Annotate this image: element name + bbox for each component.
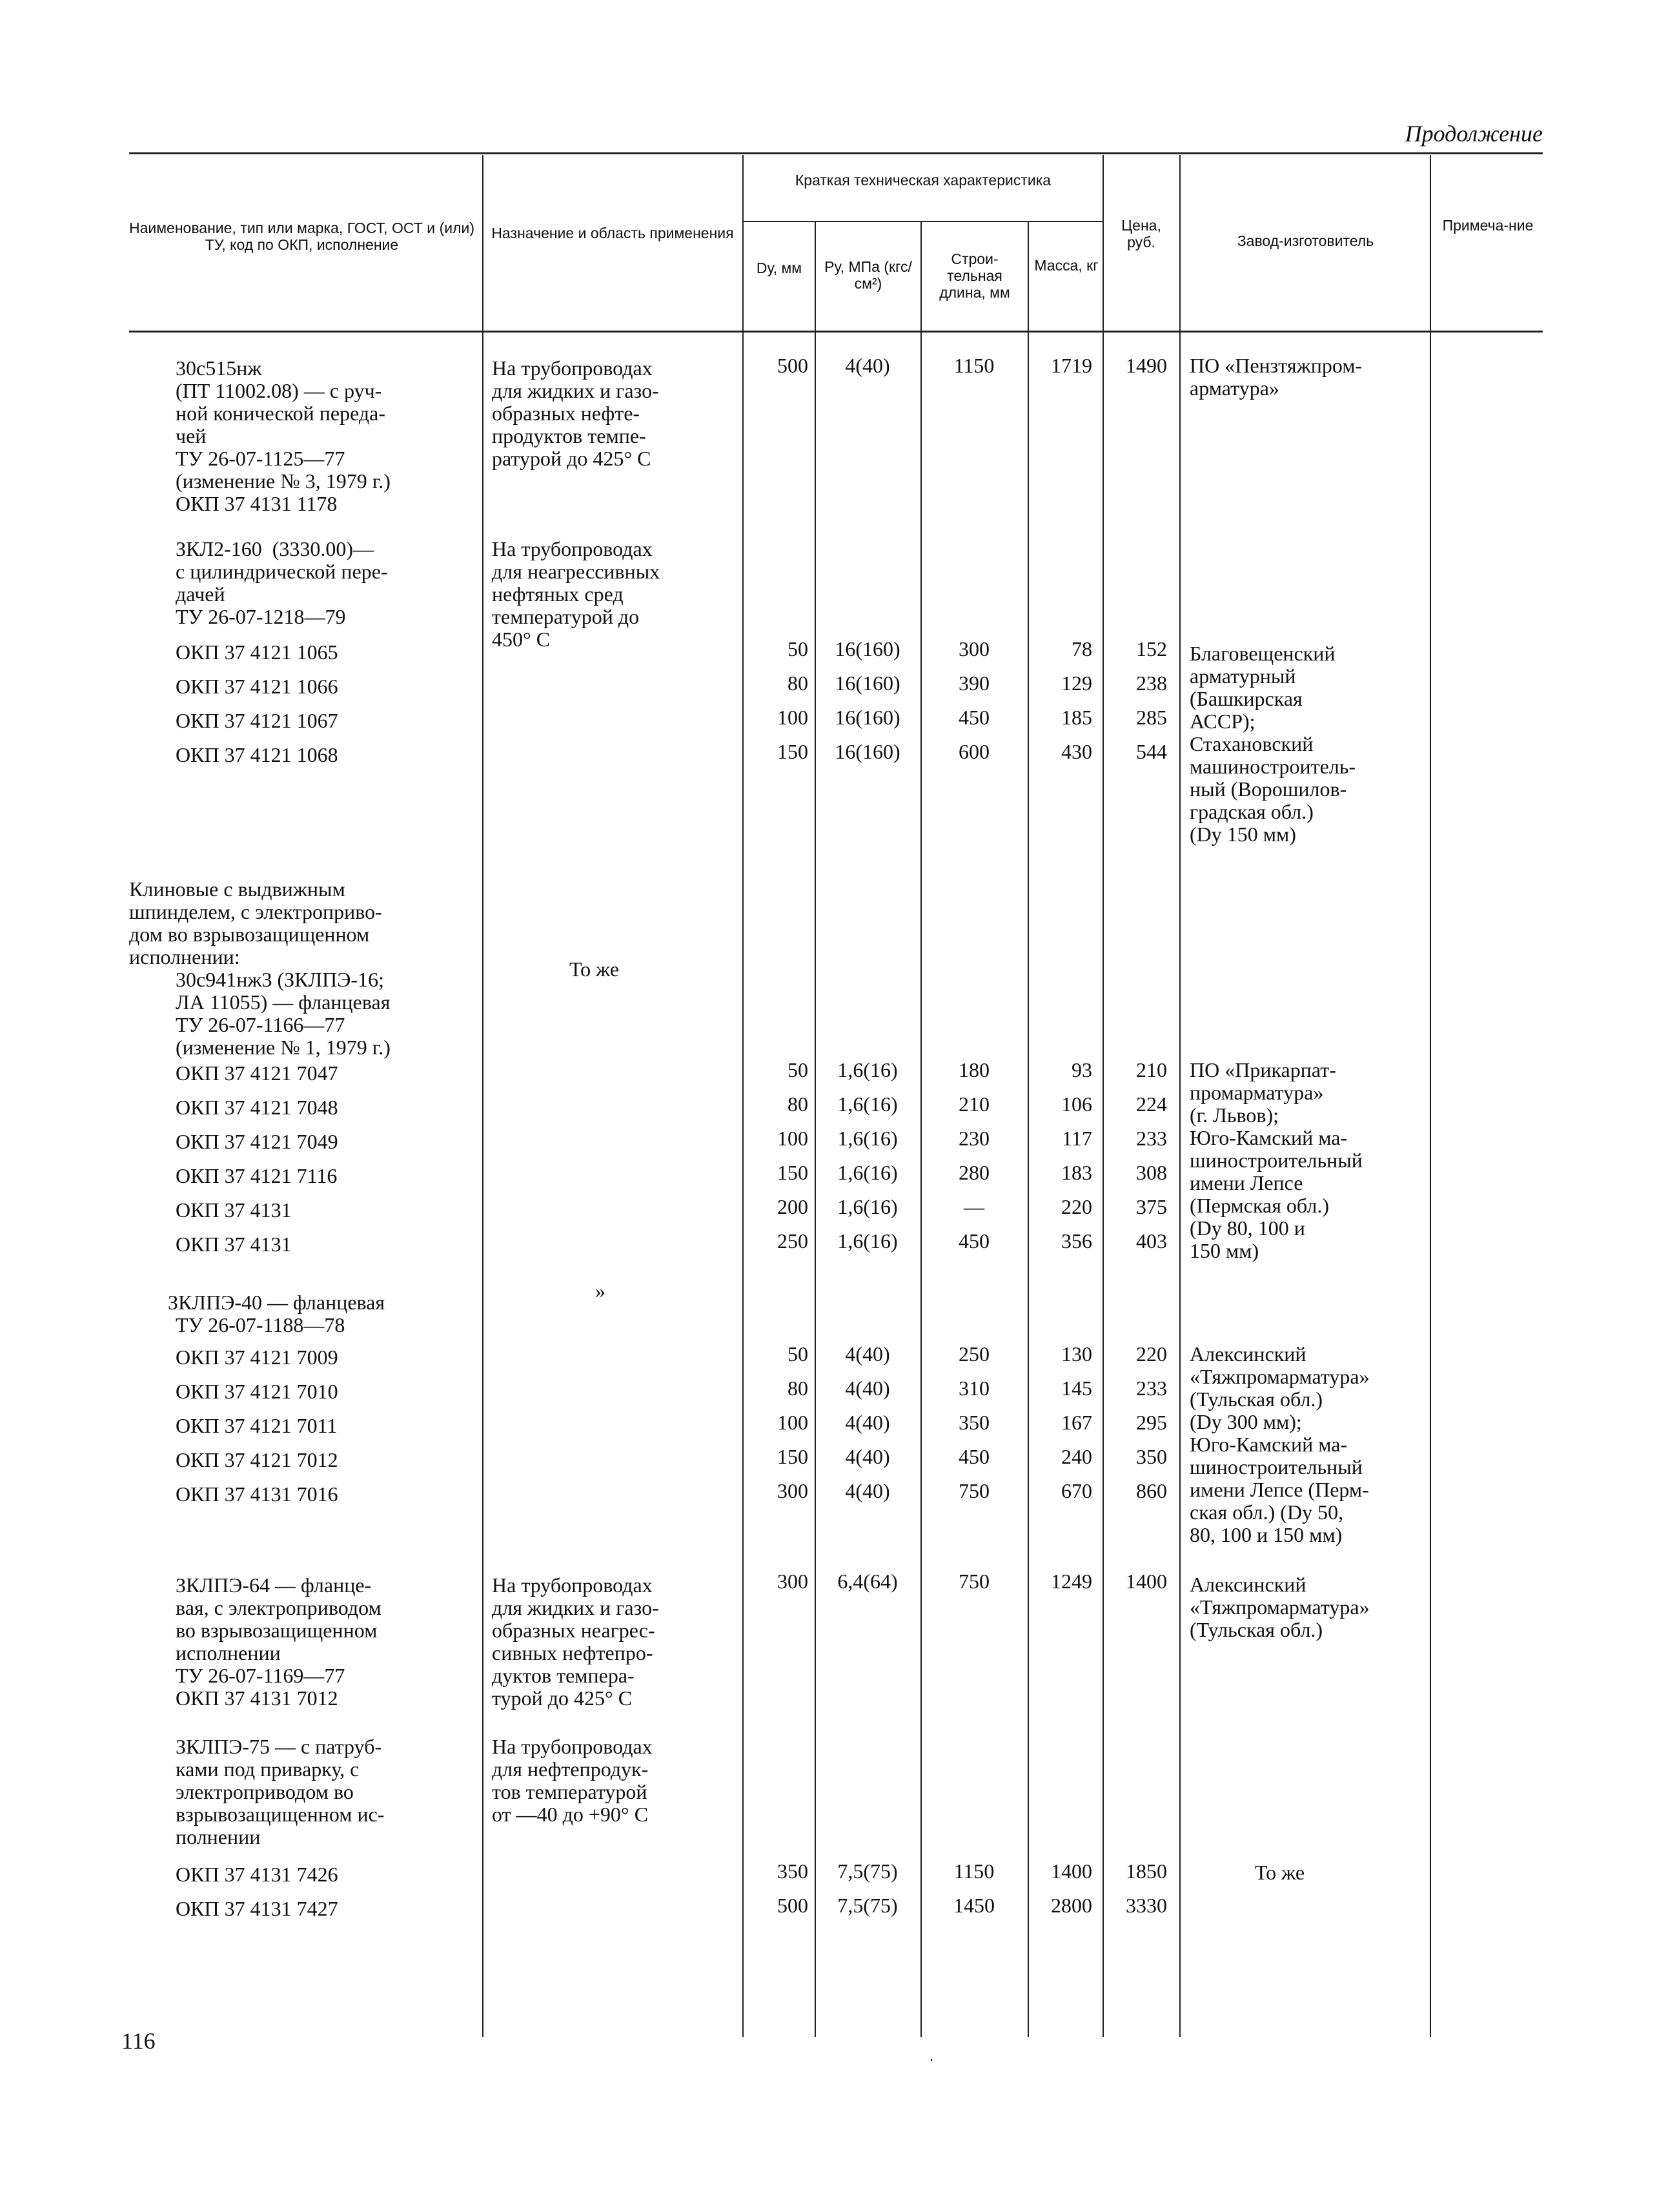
py-cell: 1,6(16) xyxy=(837,1229,898,1253)
name-line: ЗКЛПЭ-75 — с патруб- xyxy=(176,1735,382,1758)
column-divider xyxy=(1028,221,1029,2037)
py-cell: 4(40) xyxy=(845,1445,890,1468)
name-line: ОКП 37 4121 7116 xyxy=(176,1164,338,1187)
header-purpose: Назначение и область применения xyxy=(491,225,734,241)
name-line: ОКП 37 4131 xyxy=(176,1233,292,1256)
maker-line: (Пермская обл.) xyxy=(1190,1194,1330,1217)
dy-cell: 80 xyxy=(788,1092,808,1116)
py-cell: 4(40) xyxy=(845,1479,890,1502)
name-line: ОКП 37 4121 1067 xyxy=(176,709,338,732)
header-mass: Масса, кг xyxy=(1034,257,1099,274)
mass-cell: 183 xyxy=(1061,1161,1092,1184)
maker-line: ный (Ворошилов- xyxy=(1190,777,1347,801)
py-cell: 4(40) xyxy=(845,1377,890,1400)
maker-line: 80, 100 и 150 мм) xyxy=(1190,1523,1343,1546)
price-cell: 233 xyxy=(1136,1377,1167,1400)
name-line: ОКП 37 4121 1066 xyxy=(176,675,338,698)
name-line: ТУ 26-07-1188—78 xyxy=(176,1313,345,1336)
mass-cell: 356 xyxy=(1061,1229,1092,1253)
maker-line: (Dу 150 мм) xyxy=(1190,823,1296,846)
purpose-line: тов температурой xyxy=(492,1780,647,1803)
name-line: чей xyxy=(176,424,207,447)
purpose-line: турой до 425° С xyxy=(492,1686,633,1710)
name-line: ОКП 37 4131 7427 xyxy=(176,1897,338,1920)
length-cell: 1150 xyxy=(953,354,995,377)
header-name: Наименование, тип или марка, ГОСТ, ОСТ и (или) ТУ, код по ОКП, исполнение xyxy=(129,220,474,253)
maker-line: промарматура» xyxy=(1190,1081,1324,1104)
py-cell: 1,6(16) xyxy=(837,1195,898,1218)
purpose-line: для жидких и газо- xyxy=(492,379,659,402)
length-cell: 310 xyxy=(959,1377,990,1400)
name-line: ЗКЛПЭ-40 — фланцевая xyxy=(168,1291,385,1314)
purpose-line: для жидких и газо- xyxy=(492,1596,659,1619)
column-divider xyxy=(742,155,744,2037)
maker-line: градская обл.) xyxy=(1190,800,1314,823)
py-cell: 16(160) xyxy=(835,740,900,763)
name-line: ЛА 11055) — фланцевая xyxy=(176,990,391,1014)
header-note: Примеча-ние xyxy=(1442,217,1534,234)
dy-cell: 150 xyxy=(777,740,808,763)
length-cell: — xyxy=(964,1195,984,1218)
name-line: 30с515нж xyxy=(176,356,262,380)
name-line: полнении xyxy=(176,1825,261,1848)
py-cell: 4(40) xyxy=(845,1411,890,1434)
mass-cell: 78 xyxy=(1072,637,1092,661)
header-dy: Dу, мм xyxy=(756,260,802,276)
continuation-label: Продолжение xyxy=(1405,121,1543,147)
maker-line: шиностроительный xyxy=(1190,1455,1363,1479)
name-line: ОКП 37 4131 7426 xyxy=(176,1863,338,1886)
maker-line: Стахановский xyxy=(1190,732,1314,755)
purpose-line: температурой до xyxy=(492,605,640,628)
dy-cell: 150 xyxy=(777,1161,808,1184)
price-cell: 152 xyxy=(1136,637,1167,661)
price-cell: 210 xyxy=(1136,1058,1167,1081)
name-line: исполнении: xyxy=(129,945,240,968)
length-cell: 250 xyxy=(959,1342,990,1366)
name-line: во взрывозащищенном xyxy=(176,1619,378,1642)
name-line: ОКП 37 4131 xyxy=(176,1198,292,1222)
py-cell: 1,6(16) xyxy=(837,1127,898,1150)
name-line: ТУ 26-07-1169—77 xyxy=(176,1664,345,1687)
py-cell: 6,4(64) xyxy=(837,1570,898,1593)
mass-cell: 1719 xyxy=(1051,354,1092,377)
name-line: ЗКЛ2-160 (3330.00)— xyxy=(176,537,374,560)
name-line: ОКП 37 4131 7012 xyxy=(176,1686,338,1710)
price-cell: 3330 xyxy=(1126,1894,1167,1917)
dy-cell: 250 xyxy=(777,1229,808,1253)
maker-line: Алексинский xyxy=(1190,1573,1306,1596)
purpose-line: » xyxy=(595,1279,605,1302)
length-cell: 600 xyxy=(959,740,990,763)
mass-cell: 145 xyxy=(1061,1377,1092,1400)
mass-cell: 130 xyxy=(1061,1342,1092,1366)
dy-cell: 100 xyxy=(777,1411,808,1434)
dy-cell: 500 xyxy=(777,1894,808,1917)
purpose-line: На трубопроводах xyxy=(492,1573,653,1597)
price-cell: 233 xyxy=(1136,1127,1167,1150)
name-line: взрывозащищенном ис- xyxy=(176,1803,385,1826)
dy-cell: 300 xyxy=(777,1570,808,1593)
purpose-line: То же xyxy=(569,958,620,981)
name-line: ной конической переда- xyxy=(176,402,386,425)
mass-cell: 2800 xyxy=(1051,1894,1092,1917)
purpose-line: На трубопроводах xyxy=(492,537,653,560)
py-cell: 1,6(16) xyxy=(837,1058,898,1081)
maker-line: имени Лепсе (Перм- xyxy=(1190,1478,1369,1501)
name-line: исполнении xyxy=(176,1641,281,1664)
maker-line: 150 мм) xyxy=(1190,1239,1259,1262)
name-line: ЗКЛПЭ-64 — фланце- xyxy=(176,1573,372,1597)
maker-line: (Тульская обл.) xyxy=(1190,1618,1323,1641)
purpose-line: ратурой до 425° С xyxy=(492,447,651,470)
py-cell: 16(160) xyxy=(835,637,900,661)
purpose-line: образных нефте- xyxy=(492,402,640,425)
price-cell: 350 xyxy=(1136,1445,1167,1468)
header-price: Цена, руб. xyxy=(1121,217,1161,251)
price-cell: 375 xyxy=(1136,1195,1167,1218)
length-cell: 450 xyxy=(959,706,990,729)
mass-cell: 220 xyxy=(1061,1195,1092,1218)
price-cell: 308 xyxy=(1136,1161,1167,1184)
name-line: дом во взрывозащищенном xyxy=(129,923,370,946)
maker-line: арматура» xyxy=(1190,376,1279,400)
mass-cell: 93 xyxy=(1072,1058,1092,1081)
price-cell: 224 xyxy=(1136,1092,1167,1116)
length-cell: 210 xyxy=(959,1092,990,1116)
purpose-line: образных неагрес- xyxy=(492,1619,655,1642)
table-top-rule xyxy=(129,152,1543,154)
column-divider xyxy=(482,155,483,2037)
mass-cell: 670 xyxy=(1061,1479,1092,1502)
purpose-line: На трубопроводах xyxy=(492,356,653,380)
name-line: ОКП 37 4121 7048 xyxy=(176,1096,338,1119)
header-tech-group: Краткая техническая характеристика xyxy=(795,172,1052,189)
length-cell: 350 xyxy=(959,1411,990,1434)
py-cell: 16(160) xyxy=(835,671,900,695)
name-line: шпинделем, с электроприво- xyxy=(129,900,382,923)
column-divider xyxy=(815,221,816,2037)
dy-cell: 50 xyxy=(788,1342,808,1366)
name-line: ОКП 37 4121 7009 xyxy=(176,1346,338,1369)
name-line: ОКП 37 4121 7049 xyxy=(176,1130,338,1153)
dy-cell: 500 xyxy=(777,354,808,377)
dy-cell: 100 xyxy=(777,1127,808,1150)
dy-cell: 100 xyxy=(777,706,808,729)
maker-line: Алексинский xyxy=(1190,1342,1306,1366)
price-cell: 285 xyxy=(1136,706,1167,729)
py-cell: 4(40) xyxy=(845,354,890,377)
name-line: ками под приварку, с xyxy=(176,1757,360,1781)
price-cell: 295 xyxy=(1136,1411,1167,1434)
name-line: ОКП 37 4131 7016 xyxy=(176,1482,338,1506)
name-line: ОКП 37 4121 7047 xyxy=(176,1061,338,1085)
maker-line: «Тяжпромарматура» xyxy=(1190,1365,1370,1388)
name-line: (изменение № 3, 1979 г.) xyxy=(176,469,391,493)
py-cell: 1,6(16) xyxy=(837,1161,898,1184)
name-line: дачей xyxy=(176,582,225,606)
mass-cell: 1400 xyxy=(1051,1859,1092,1883)
column-divider xyxy=(1103,155,1104,2037)
name-line: ОКП 37 4121 1068 xyxy=(176,743,338,766)
price-cell: 1400 xyxy=(1126,1570,1167,1593)
dy-cell: 80 xyxy=(788,1377,808,1400)
maker-line: Юго-Камский ма- xyxy=(1190,1126,1348,1149)
mass-cell: 167 xyxy=(1061,1411,1092,1434)
purpose-line: 450° С xyxy=(492,628,551,651)
name-line: ОКП 37 4131 1178 xyxy=(176,492,338,515)
purpose-line: дуктов темпера- xyxy=(492,1664,635,1687)
purpose-line: нефтяных сред xyxy=(492,582,624,606)
mass-cell: 1249 xyxy=(1051,1570,1092,1593)
maker-line: ПО «Пензтяжпром- xyxy=(1190,354,1363,377)
column-divider xyxy=(1179,155,1181,2037)
maker-line: (Тульская обл.) xyxy=(1190,1388,1323,1411)
name-line: ТУ 26-07-1125—77 xyxy=(176,447,345,470)
tech-group-rule xyxy=(742,221,1104,222)
price-cell: 860 xyxy=(1136,1479,1167,1502)
maker-line: (Башкирская xyxy=(1190,687,1303,710)
mass-cell: 430 xyxy=(1061,740,1092,763)
maker-line: имени Лепсе xyxy=(1190,1171,1303,1194)
py-cell: 16(160) xyxy=(835,706,900,729)
purpose-line: для неагрессивных xyxy=(492,560,660,583)
stray-mark: . xyxy=(930,2048,933,2065)
length-cell: 180 xyxy=(959,1058,990,1081)
mass-cell: 129 xyxy=(1061,671,1092,695)
name-line: (ПТ 11002.08) — с руч- xyxy=(176,379,382,402)
py-cell: 4(40) xyxy=(845,1342,890,1366)
maker-line: машиностроитель- xyxy=(1190,755,1356,778)
mass-cell: 106 xyxy=(1061,1092,1092,1116)
mass-cell: 185 xyxy=(1061,706,1092,729)
maker-line: арматурный xyxy=(1190,664,1296,688)
header-maker: Завод-изготовитель xyxy=(1237,232,1374,249)
header-py: Pу, МПа (кгс/см²) xyxy=(824,258,912,292)
name-line: ОКП 37 4121 1065 xyxy=(176,640,338,664)
length-cell: 450 xyxy=(959,1229,990,1253)
name-line: Клиновые с выдвижным xyxy=(129,877,345,901)
maker-line: Юго-Камский ма- xyxy=(1190,1433,1348,1456)
maker-line: «Тяжпромарматура» xyxy=(1190,1595,1370,1619)
dy-cell: 300 xyxy=(777,1479,808,1502)
name-line: ТУ 26-07-1166—77 xyxy=(176,1013,345,1036)
maker-line: шиностроительный xyxy=(1190,1149,1363,1172)
length-cell: 280 xyxy=(959,1161,990,1184)
py-cell: 7,5(75) xyxy=(837,1894,898,1917)
dy-cell: 150 xyxy=(777,1445,808,1468)
length-cell: 750 xyxy=(959,1479,990,1502)
py-cell: 7,5(75) xyxy=(837,1859,898,1883)
header-bottom-rule xyxy=(129,331,1543,333)
column-divider xyxy=(1430,155,1431,2037)
maker-line: (г. Львов); xyxy=(1190,1103,1279,1127)
maker-line: (Dу 80, 100 и xyxy=(1190,1216,1305,1240)
maker-line: ПО «Прикарпат- xyxy=(1190,1058,1336,1081)
maker-line: АССР); xyxy=(1190,710,1255,733)
mass-cell: 117 xyxy=(1062,1127,1092,1150)
column-divider xyxy=(920,221,922,2037)
purpose-line: продуктов темпе- xyxy=(492,424,646,447)
name-line: ТУ 26-07-1218—79 xyxy=(176,605,346,628)
length-cell: 300 xyxy=(959,637,990,661)
dy-cell: 80 xyxy=(788,671,808,695)
price-cell: 220 xyxy=(1136,1342,1167,1366)
price-cell: 1490 xyxy=(1126,354,1167,377)
name-line: ОКП 37 4121 7010 xyxy=(176,1380,338,1403)
purpose-line: На трубопроводах xyxy=(492,1735,653,1758)
name-line: с цилиндрической пере- xyxy=(176,560,388,583)
purpose-line: для нефтепродук- xyxy=(492,1757,649,1781)
dy-cell: 50 xyxy=(788,637,808,661)
dy-cell: 200 xyxy=(777,1195,808,1218)
purpose-line: от —40 до +90° С xyxy=(492,1803,649,1826)
maker-line: ская обл.) (Dу 50, xyxy=(1190,1500,1344,1524)
price-cell: 1850 xyxy=(1126,1859,1167,1883)
purpose-line: сивных нефтепро- xyxy=(492,1641,653,1664)
length-cell: 390 xyxy=(959,671,990,695)
length-cell: 1150 xyxy=(953,1859,995,1883)
name-line: вая, с электроприводом xyxy=(176,1596,381,1619)
name-line: ОКП 37 4121 7012 xyxy=(176,1448,338,1471)
length-cell: 1450 xyxy=(953,1894,995,1917)
page-number: 116 xyxy=(121,2028,156,2054)
mass-cell: 240 xyxy=(1061,1445,1092,1468)
length-cell: 230 xyxy=(959,1127,990,1150)
price-cell: 544 xyxy=(1136,740,1167,763)
maker-line: (Dу 300 мм); xyxy=(1190,1410,1302,1433)
length-cell: 750 xyxy=(959,1570,990,1593)
dy-cell: 50 xyxy=(788,1058,808,1081)
price-cell: 238 xyxy=(1136,671,1167,695)
name-line: 30с941нж3 (ЗКЛПЭ-16; xyxy=(176,968,384,991)
price-cell: 403 xyxy=(1136,1229,1167,1253)
name-line: (изменение № 1, 1979 г.) xyxy=(176,1036,391,1059)
name-line: электроприводом во xyxy=(176,1780,354,1803)
length-cell: 450 xyxy=(959,1445,990,1468)
maker-line: Благовещенский xyxy=(1190,642,1336,665)
name-line: ОКП 37 4121 7011 xyxy=(176,1414,338,1437)
header-length: Строи-тельная длина, мм xyxy=(939,251,1010,301)
dy-cell: 350 xyxy=(777,1859,808,1883)
py-cell: 1,6(16) xyxy=(837,1092,898,1116)
maker-line: То же xyxy=(1255,1861,1305,1884)
